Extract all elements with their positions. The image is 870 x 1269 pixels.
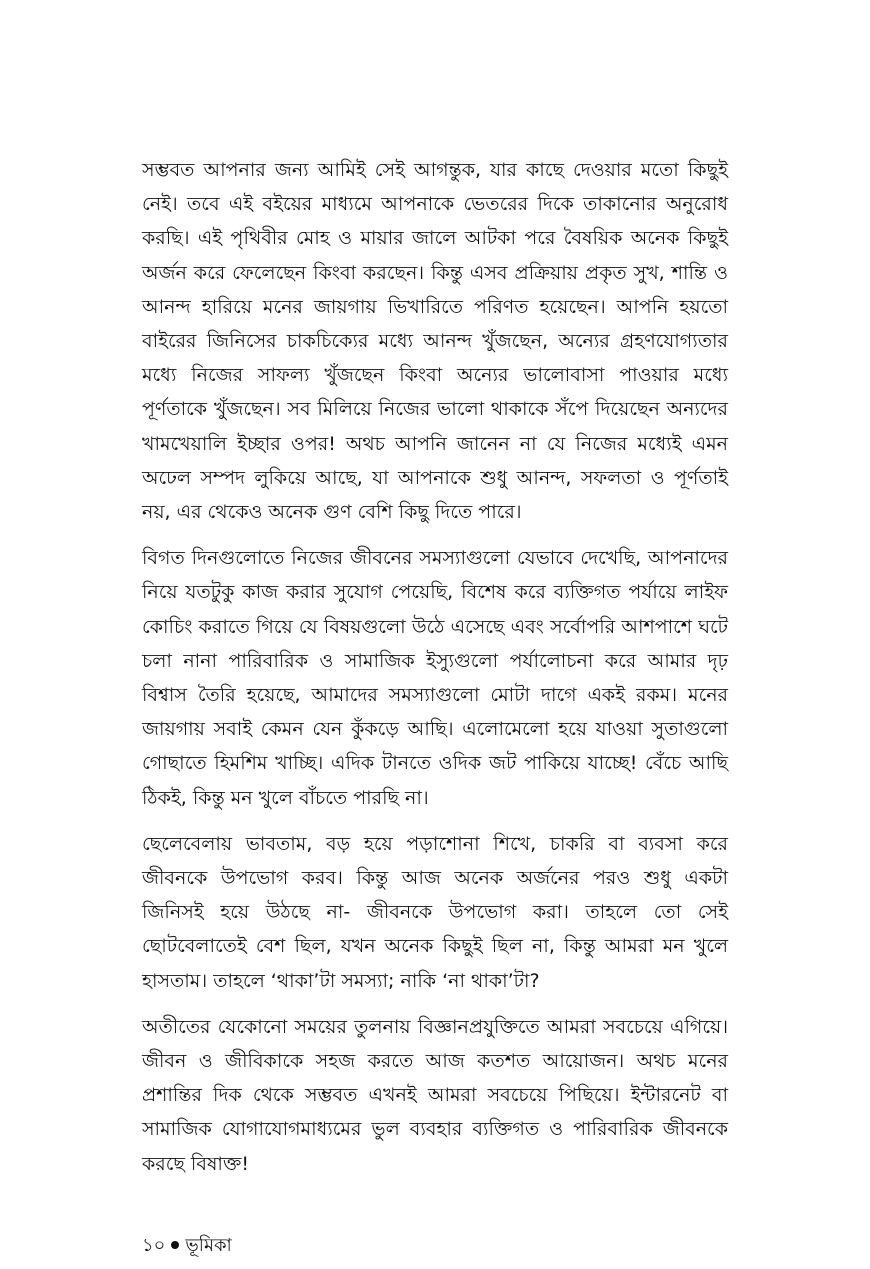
page-footer: [142, 1234, 232, 1258]
page-number: ১০: [142, 1235, 166, 1256]
paragraph-4: অতীতের যেকোনো সময়ের তুলনায় বিজ্ঞানপ্রযুক্তিতে আমরা সবচেয়ে এগিয়ে। জীবন ও জীবিকাকে সহজ করতে আজ কতশত আয়োজন। অথচ মনের প্রশান্তির দিক থেকে সম্ভবত এখনই আমরা সবচেয়ে পিছিয়ে। ইন্টারনেট বা সামাজিক যোগাযোগমাধ্যমের ভুল ব্যবহার ব্যক্তিগত ও পারিবারিক জীবনকে করছে বিষাক্ত!: [142, 1015, 728, 1175]
bullet-icon: [171, 1241, 179, 1249]
section-title: ভূমিকা: [185, 1235, 232, 1256]
paragraph-1: সম্ভবত আপনার জন্য আমিই সেই আগন্তুক, যার কাছে দেওয়ার মতো কিছুই নেই। তবে এই বইয়ের মাধ্যমে আপনাকে ভেতরের দিকে তাকানোর অনুরোধ করছি। এই পৃথিবীর মোহ ও মায়ার জালে আটকা পরে বৈষয়িক অনেক কিছুই অর্জন করে ফেলেছেন কিংবা করছেন। কিন্তু এসব প্রক্রিয়ায় প্রকৃত সুখ, শান্তি ও আনন্দ হারিয়ে মনের জায়গায় ভিখারিতে পরিণত হয়েছেন। আপনি হয়তো বাইরের জিনিসের চাকচিক্যের মধ্যে আনন্দ খুঁজছেন, অন্যের গ্রহণযোগ্যতার মধ্যে নিজের সাফল্য খুঁজছেন কিংবা অন্যের ভালোবাসা পাওয়ার মধ্যে পূর্ণতাকে খুঁজছেন। সব মিলিয়ে নিজের ভালো থাকাকে সঁপে দিয়েছেন অন্যদের খামখেয়ালি ইচ্ছার ওপর! অথচ আপনি জানেন না যে নিজের মধ্যেই এমন অঢেল সম্পদ লুকিয়ে আছে, যা আপনাকে শুধু আনন্দ, সফলতা ও পূর্ণতাই নয়, এর থেকেও অনেক গুণ বেশি কিছু দিতে পারে।: [142, 159, 728, 524]
paragraph-2: বিগত দিনগুলোতে নিজের জীবনের সমস্যাগুলো যেভাবে দেখেছি, আপনাদের নিয়ে যতটুকু কাজ করার সুযোগ পেয়েছি, বিশেষ করে ব্যক্তিগত পর্যায়ে লাইফ কোচিং করাতে গিয়ে যে বিষয়গুলো উঠে এসেছে এবং সর্বোপরি আশপাশে ঘটে চলা নানা পারিবারিক ও সামাজিক ইস্যুগুলো পর্যালোচনা করে আমার দৃঢ় বিশ্বাস তৈরি হয়েছে, আমাদের সমস্যাগুলো মোটা দাগে একই রকম। মনের জায়গায় সবাই কেমন যেন কুঁকড়ে আছি। এলোমেলো হয়ে যাওয়া সুতাগুলো গোছাতে হিমশিম খাচ্ছি। এদিক টানতে ওদিক জট পাকিয়ে যাচ্ছে! বেঁচে আছি ঠিকই, কিন্তু মন খুলে বাঁচতে পারছি না।: [142, 547, 728, 809]
paragraph-3: ছেলেবেলায় ভাবতাম, বড় হয়ে পড়াশোনা শিখে, চাকরি বা ব্যবসা করে জীবনকে উপভোগ করব। কিন্তু আজ অনেক অর্জনের পরও শুধু একটা জিনিসই হয়ে উঠছে না- জীবনকে উপভোগ করা। তাহলে তো সেই ছোটবেলাতেই বেশ ছিল, যখন অনেক কিছুই ছিল না, কিন্তু আমরা মন খুলে হাসতাম। তাহলে ‘থাকা’টা সমস্যা; নাকি ‘না থাকা’টা?: [142, 832, 728, 992]
body-text: [142, 153, 728, 1193]
